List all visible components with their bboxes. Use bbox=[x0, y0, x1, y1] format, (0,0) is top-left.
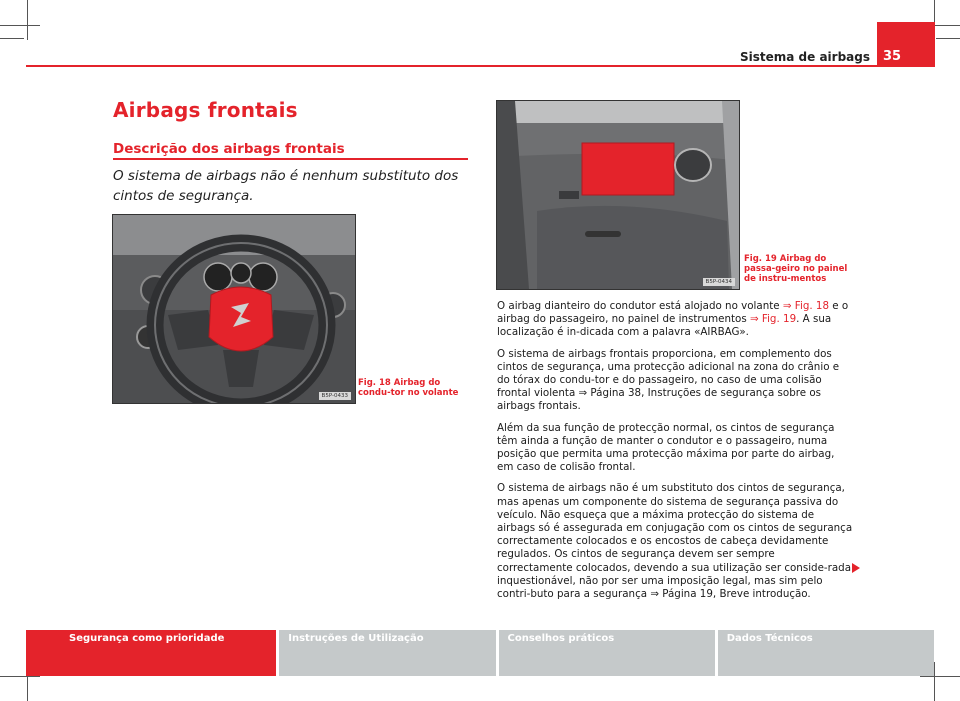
subsection-title: Descrição dos airbags frontais bbox=[113, 141, 345, 157]
crop-mark bbox=[0, 25, 40, 26]
text-run: e o airbag do passageiro, no painel de instrumentos bbox=[497, 300, 849, 326]
text-run: O airbag dianteiro do condutor está alojado no volante bbox=[497, 300, 783, 312]
footer-tabs bbox=[26, 630, 934, 676]
intro-text: O sistema de airbags não é nenhum substituto dos cintos de segurança. bbox=[113, 168, 459, 204]
paragraph: Além da sua função de protecção normal, os cintos de segurança têm ainda a função de manter o condutor e o passageiro, numa posição que permita uma protecção máxima por parte do airbag, em caso de colisão frontal. bbox=[497, 421, 835, 474]
steering-wheel-illustration bbox=[113, 215, 355, 403]
page-number-badge bbox=[877, 22, 935, 67]
figure-reference-link[interactable]: ⇒ Fig. 18 bbox=[782, 300, 830, 312]
crop-mark bbox=[920, 676, 960, 677]
crop-mark bbox=[936, 38, 960, 39]
section-title: Airbags frontais bbox=[113, 98, 298, 122]
paragraph: O sistema de airbags não é um substituto dos cintos de segurança, mas apenas um componente do sistema de segurança passiva do veículo. Não esqueça que a máxima protecção do sistema de airbags só é assegurada em conjugação com os cintos de segurança correctamente colocados e os encostos de cabeça devidamente regulados. Os cintos de segurança devem ser sempre correctamente colocados, devendo a sua utilização ser conside-rada inquestionável, não por ser uma imposição legal, mas sim pelo contri-buto para a segurança ⇒ Página 19, Breve introdução. bbox=[497, 482, 853, 601]
figure-caption-text: Fig. 19 Airbag do passa-geiro no painel de instru-mentos bbox=[744, 254, 848, 284]
footer-tab-conselhos[interactable]: Conselhos práticos bbox=[499, 630, 715, 676]
footer-tab-dados[interactable]: Dados Técnicos bbox=[718, 630, 934, 676]
figure-code: B5P-0434 bbox=[703, 278, 735, 286]
body-text bbox=[497, 300, 853, 609]
subsection-rule bbox=[113, 158, 468, 160]
crop-mark bbox=[0, 38, 24, 39]
page-number: 35 bbox=[883, 49, 902, 64]
figure-passenger-dashboard bbox=[496, 100, 740, 290]
figure-caption-text: Fig. 18 Airbag do condu-tor no volante bbox=[358, 378, 459, 398]
continue-arrow-icon bbox=[852, 563, 860, 573]
crop-mark bbox=[27, 0, 28, 40]
figure-reference-link[interactable]: ⇒ Fig. 19 bbox=[750, 313, 797, 326]
footer-tab-instrucoes[interactable]: Instruções de Utilização bbox=[279, 630, 495, 676]
crop-mark bbox=[934, 662, 935, 701]
figure-caption bbox=[358, 378, 470, 398]
running-title: Sistema de airbags bbox=[740, 50, 871, 64]
dashboard-illustration bbox=[497, 101, 739, 289]
figure-caption bbox=[744, 254, 856, 284]
text-run: . A sua localização é in-dicada com a palavra «AIRBAG». bbox=[497, 313, 832, 339]
figure-code: B5P-0433 bbox=[319, 392, 351, 400]
figure-steering-wheel bbox=[112, 214, 356, 404]
paragraph: O sistema de airbags frontais proporciona, em complemento dos cintos de segurança, uma protecção adicional na zona do crânio e do tórax do condu-tor e do passageiro, no caso de uma colisão frontal violenta ⇒ Página 38, Instruções de segurança sobre os airbags frontais. bbox=[497, 347, 840, 413]
footer-tab-seguranca[interactable]: Segurança como prioridade bbox=[26, 630, 276, 676]
paragraph bbox=[497, 300, 853, 340]
header-rule bbox=[26, 65, 934, 67]
crop-mark bbox=[0, 676, 40, 677]
